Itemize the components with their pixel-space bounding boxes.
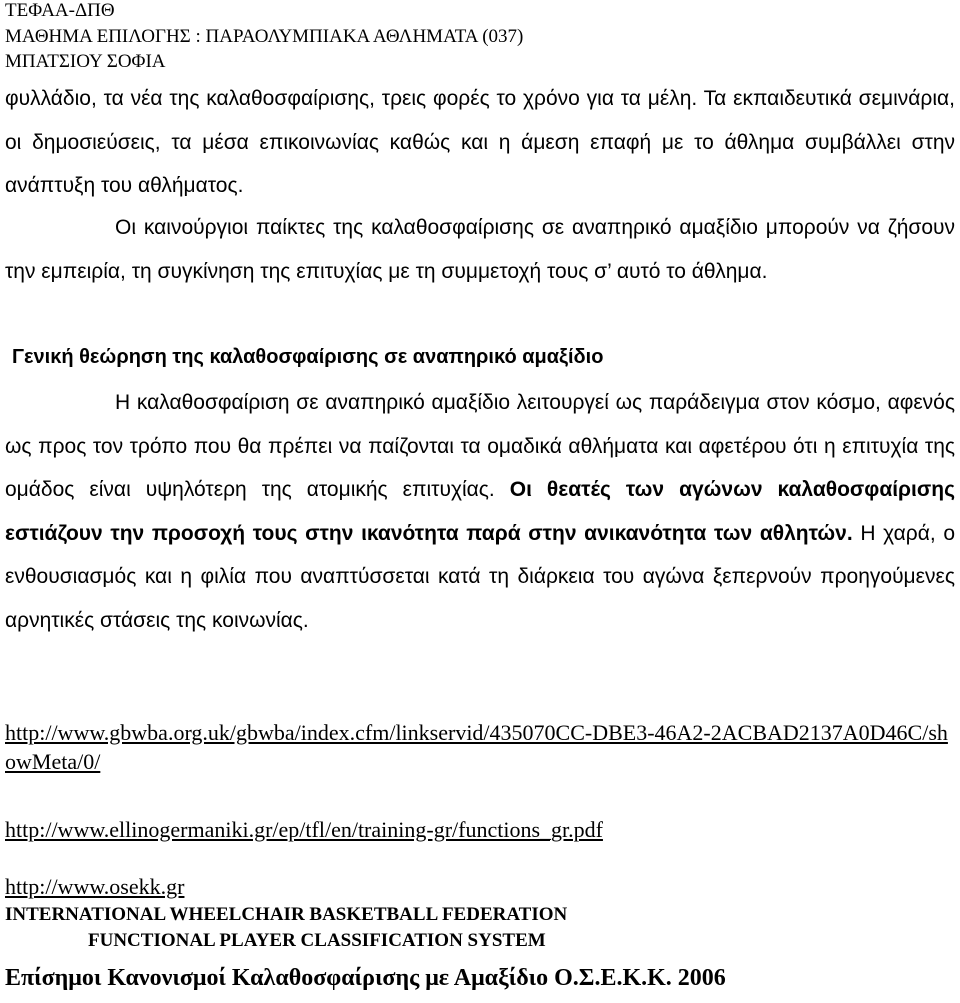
- paragraph-3-emphasis: Οι θεατές των αγώνων καλαθοσφαίρισης εστιάζουν την προσοχή τους στην ικανότητα παρά στην ανικανότητα των αθλητών.: [5, 478, 955, 545]
- reference-link-ellinogermaniki[interactable]: http://www.ellinogermaniki.gr/ep/tfl/en/training-gr/functions_gr.pdf: [5, 817, 603, 842]
- reference-iwbf-title: INTERNATIONAL WHEELCHAIR BASKETBALL FEDERATION: [5, 904, 568, 925]
- body-paragraph-3: [5, 381, 955, 642]
- document-header-author: ΜΠΑΤΣΙΟΥ ΣΟΦΙΑ: [5, 51, 166, 72]
- reference-link-osekk[interactable]: http://www.osekk.gr: [5, 874, 185, 899]
- document-header-institution: ΤΕΦΑΑ-ΔΠΘ: [5, 0, 115, 21]
- reference-link-block-3: [5, 872, 955, 901]
- body-paragraph-2: Οι καινούργιοι παίκτες της καλαθοσφαίρισης σε αναπηρικό αμαξίδιο μπορούν να ζήσουν την εμπειρία, τη συγκίνηση της επιτυχίας με τη συμμετοχή τους σ’ αυτό το άθλημα.: [5, 216, 955, 283]
- reference-link-block-2: [5, 815, 955, 844]
- reference-link-block-1: [5, 718, 955, 776]
- section-heading: Γενική θεώρηση της καλαθοσφαίρισης σε αναπηρικό αμαξίδιο: [12, 346, 604, 368]
- paragraph-3-text-end: Η χαρά, ο ενθουσιασμός και η φιλία που αναπτύσσεται κατά τη διάρκεια του αγώνα ξεπερνούν προηγούμενες αρνητικές στάσεις της κοινωνίας.: [5, 521, 956, 632]
- body-paragraph-1: φυλλάδιο, τα νέα της καλαθοσφαίρισης, τρεις φορές το χρόνο για τα μέλη. Τα εκπαιδευτικά σεμινάρια, οι δημοσιεύσεις, τα μέσα επικοινωνίας καθώς και η άμεση επαφή με το άθλημα συμβάλλει στην ανάπτυξη του αθλήματος.: [5, 87, 955, 197]
- document-header-course: ΜΑΘΗΜΑ ΕΠΙΛΟΓΗΣ : ΠΑΡΑΟΛΥΜΠΙΑΚΑ ΑΘΛΗΜΑΤΑ (037): [5, 26, 524, 47]
- paragraph-3-text: Η καλαθοσφαίριση σε αναπηρικό αμαξίδιο λειτουργεί ως παράδειγμα στον κόσμο, αφενός ως προς τον τρόπο που θα πρέπει να παίζονται τα ομαδικά αθλήματα και αφετέρου ότι η επιτυχία της ομάδος είναι υψηλότερη της ατομικής επιτυχίας.: [5, 391, 955, 501]
- reference-rules-title: Επίσημοι Κανονισμοί Καλαθοσφαίρισης με Αμαξίδιο Ο.Σ.Ε.Κ.Κ. 2006: [5, 965, 726, 991]
- reference-link-gbwba[interactable]: http://www.gbwba.org.uk/gbwba/index.cfm/linkservid/435070CC-DBE3-46A2-2ACBAD2137A0D46C/showMeta/0/: [5, 720, 948, 774]
- reference-classification-title: FUNCTIONAL PLAYER CLASSIFICATION SYSTEM: [88, 930, 546, 951]
